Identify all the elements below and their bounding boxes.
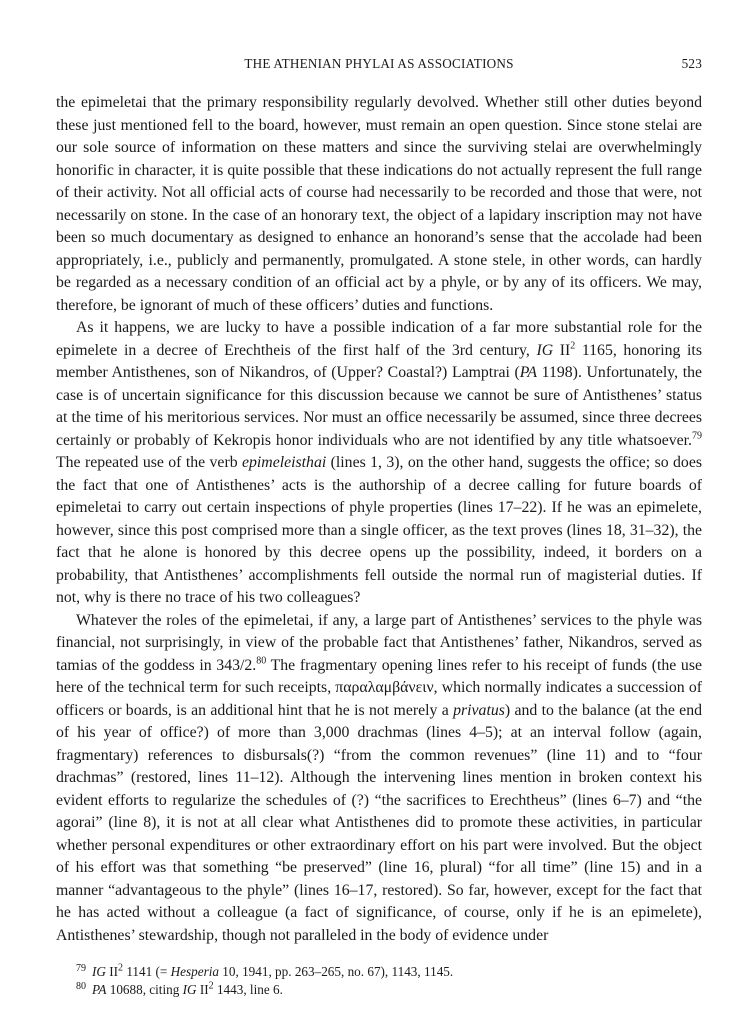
- italic-text: epimeleisthai: [242, 454, 327, 471]
- superscript: 79: [692, 430, 702, 442]
- body-text: [56, 92, 702, 947]
- superscript: 80: [256, 655, 267, 667]
- superscript: 2: [118, 962, 124, 974]
- italic-text: privatus: [453, 701, 505, 719]
- italic-text: IG: [536, 341, 554, 359]
- text-run: The fragmentary opening lines refer to his receipt of funds (the use here of the technical term for such receipts, παραλαμβάνειν, which normally indicates a succession of officers or boards, is an additional hint that he is not merely a: [56, 656, 702, 719]
- footnote-80: [56, 981, 702, 999]
- text-run: II: [553, 341, 571, 359]
- text-run: ) and to the balance (at the end of his year of office?) of more than 3,000 drachmas (lines 4–5); at an interval follow (again, fragmentary) references to disbursals(?) “from the common revenues” (line 11) and to “four drachmas” (restored, lines 11–12). Although the intervening lines mention in broken context his evident efforts to regularize the schedules of (?) “the sacrifices to Erechtheus” (lines 6–7) and “the agorai” (line 8), it is not at all clear what Antisthenes did to promote these activities, in particular whether personal expenditures or other extraordinary effort on his part were involved. But the object of his effort was that something “be preserved” (line 16, plural) “for all time” (line 15) and in a manner “advantageous to the phyle” (lines 16–17, restored). So far, however, except for the fact that he has acted without a colleague (a fact of significance, of course, only if he is an epimelete), Antisthenes’ stewardship, though not paralleled in the body of evidence under: [56, 701, 702, 944]
- paragraph-3: [56, 610, 702, 948]
- superscript: 2: [570, 340, 576, 352]
- italic-text: PA: [519, 364, 538, 381]
- footnotes: [56, 963, 702, 999]
- text-run: 1165, honoring its member Antisthenes, son of Nikandros, of (Upper? Coastal?) Lamptrai (: [56, 341, 702, 381]
- text-run: 1198). Unfortunately, the case is of uncertain significance for this discussion because we cannot be sure of Antisthenes’ status at the time of his meritorious services. Nor must an office necessarily be assumed, since three decrees certainly or probably of Kekropis honor individuals who are not identified by any title whatsoever.: [56, 364, 702, 449]
- text-run: As it happens, we are lucky to have a possible indication of a far more substantial role for the epimelete in a decree of Erechtheis of the first half of the 3rd century,: [56, 319, 702, 359]
- footnote-text: [92, 964, 453, 979]
- book-page: [56, 56, 702, 999]
- footnote-number: 80: [76, 980, 86, 992]
- footnote-text: [92, 982, 283, 997]
- text-run: II: [105, 964, 119, 979]
- text-run: the epimeletai that the primary responsibility regularly devolved. Whether still other duties beyond these just mentioned fell to the board, however, must remain an open question. Since stone stelai are our sole source of information on these matters and since the surviving stelai are overwhelmingly honorific in character, it is quite possible that these indications do not actually represent the full range of their activity. Not all official acts of course had necessarily to be recorded and those that were, not necessarily on stone. In the case of an honorary text, the object of a lapidary inscription may not have been so much documentary as designed to enhance an honorand’s sense that the accolade had been appropriately, i.e., publicly and permanently, promulgated. A stone stele, in other words, can hardly be regarded as a necessary condition of an official act by a phyle, or by any of its officers. We may, therefore, be ignorant of much of these officers’ duties and functions.: [56, 94, 702, 314]
- text-run: Whatever the roles of the epimeletai, if any, a large part of Antisthenes’ services to the phyle was financial, not surprisingly, in view of the probable fact that Antisthenes’ father, Nikandros, served as tamias of the goddess in 343/2.: [56, 611, 702, 674]
- italic-text: IG: [92, 964, 106, 979]
- text-run: 10, 1941, pp. 263–265, no. 67), 1143, 1145.: [218, 964, 454, 979]
- italic-text: PA: [92, 982, 107, 997]
- running-title: THE ATHENIAN PHYLAI AS ASSOCIATIONS: [244, 56, 514, 71]
- footnote-number: 79: [76, 962, 86, 974]
- page-number: 523: [681, 56, 702, 71]
- text-run: 1443, line 6.: [213, 982, 283, 997]
- text-run: II: [196, 982, 209, 997]
- superscript: 2: [208, 980, 214, 992]
- text-run: 10688, citing: [106, 982, 183, 997]
- italic-text: Hesperia: [170, 964, 219, 979]
- text-run: 1141 (=: [123, 964, 171, 979]
- text-run: (lines 1, 3), on the other hand, suggests the office; so does the fact that one of Antisthenes’ acts is the authorship of a decree calling for future boards of epimeletai to carry out certain inspections of phyle properties (lines 17–22). If he was an epimelete, however, since this post comprised more than a single officer, as the text proves (lines 18, 31–32), the fact that he alone is honored by this decree opens up the possibility, indeed, it borders on a probability, that Antisthenes’ accomplishments fell outside the normal run of magisterial duties. If not, why is there no trace of his two colleagues?: [56, 454, 702, 606]
- text-run: The repeated use of the verb: [56, 454, 242, 471]
- italic-text: IG: [182, 982, 197, 997]
- footnote-79: [56, 963, 702, 981]
- running-head: [56, 56, 702, 78]
- paragraph-1: [56, 92, 702, 317]
- paragraph-2: [56, 317, 702, 610]
